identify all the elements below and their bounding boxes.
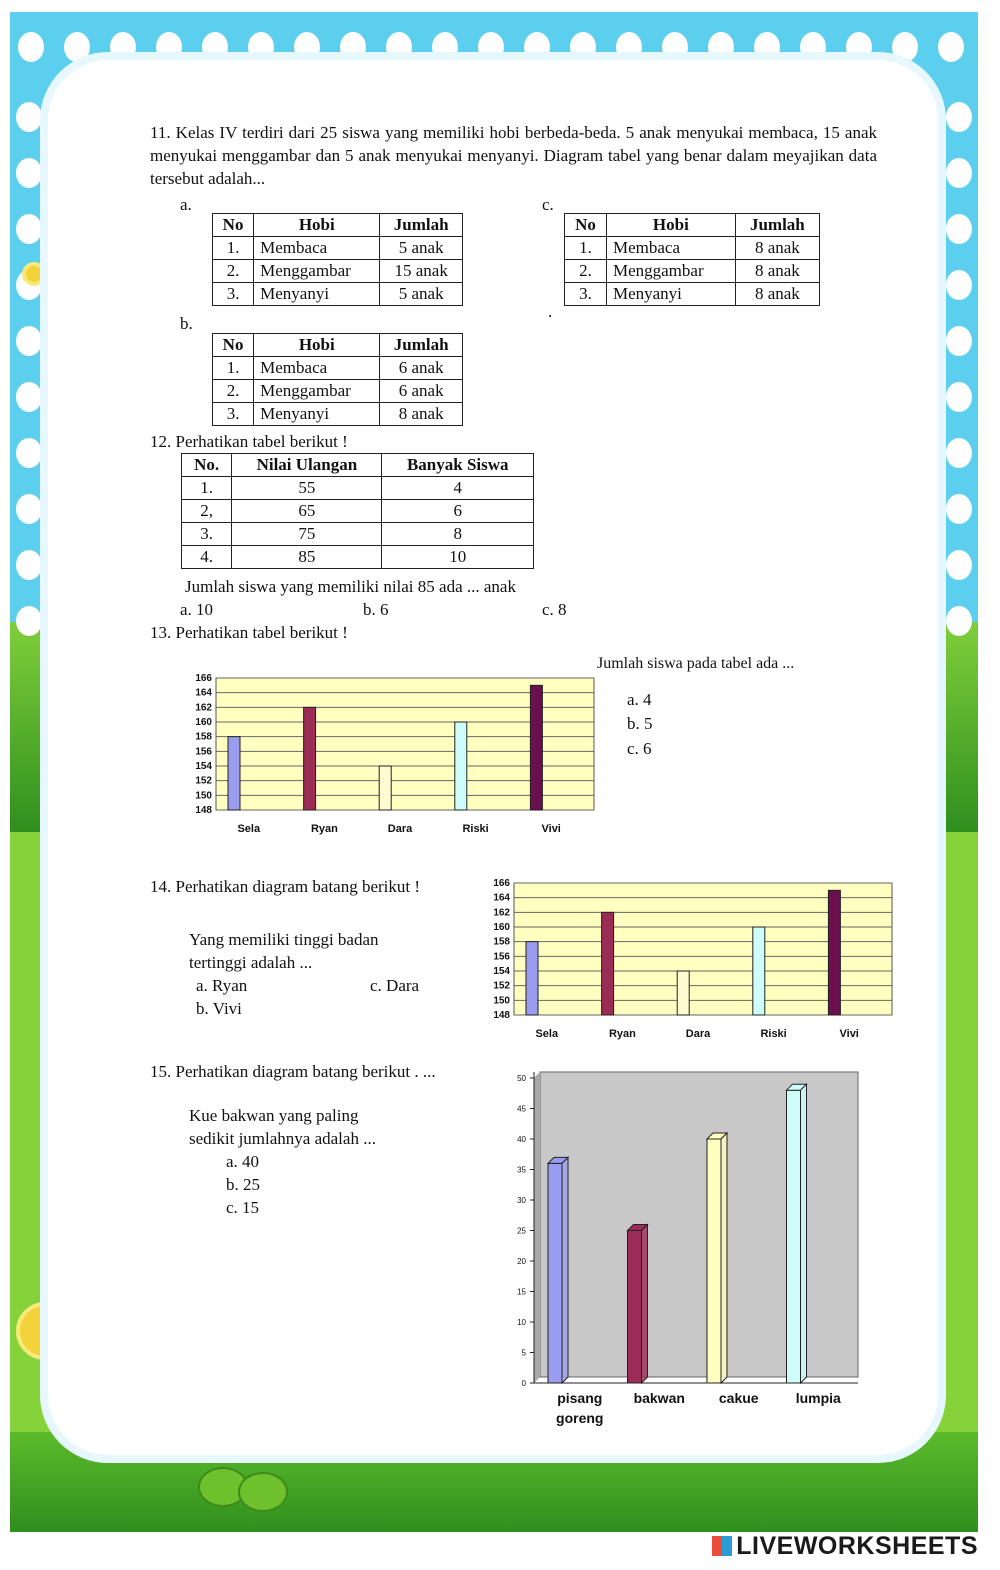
table-row — [182, 500, 534, 523]
height-bar-chart-13 — [180, 670, 600, 840]
y-tick-label: 166 — [195, 673, 212, 684]
bar-side-bakwan — [642, 1225, 648, 1384]
cell: 4. — [182, 546, 232, 569]
y-tick-label: 45 — [517, 1104, 526, 1114]
y-tick-label: 156 — [493, 951, 510, 963]
q14-option-b: b. Vivi — [196, 999, 242, 1018]
x-tick-label: Riski — [760, 1028, 787, 1040]
y-tick-label: 10 — [517, 1318, 526, 1327]
y-tick-label: 148 — [493, 1010, 510, 1021]
y-tick-label: 154 — [493, 966, 510, 977]
header-hobi: Hobi — [606, 214, 735, 237]
polka-dot — [946, 494, 972, 524]
cell: 1. — [213, 237, 254, 260]
bar-side-lumpia — [801, 1084, 807, 1383]
y-tick-label: 162 — [493, 907, 510, 919]
x-tick-label: Dara — [387, 823, 413, 835]
bar-sela — [526, 942, 538, 1015]
header-hobi: Hobi — [254, 334, 380, 357]
q11-option-b-label: b. — [180, 314, 193, 333]
header-no: No — [213, 214, 254, 237]
cell: 5 anak — [380, 237, 463, 260]
y-tick-label: 160 — [493, 922, 510, 933]
bar-side-pisang-goreng — [562, 1157, 568, 1383]
y-tick-label: 50 — [517, 1074, 526, 1083]
q15-title: 15. Perhatikan diagram batang berikut . ... — [150, 1062, 436, 1081]
x-tick-label: Riski — [462, 823, 489, 835]
bar-riski — [455, 722, 467, 810]
cell: 2. — [565, 260, 607, 283]
y-tick-label: 150 — [493, 995, 510, 1007]
q14-option-a: a. Ryan — [196, 976, 248, 995]
q15-option-a: a. 40 — [226, 1152, 260, 1171]
y-tick-label: 40 — [517, 1135, 526, 1144]
cell: 15 anak — [380, 260, 463, 283]
y-tick-label: 164 — [493, 892, 510, 904]
cell: 3. — [182, 523, 232, 546]
polka-dot — [248, 32, 274, 62]
cell: 8 — [382, 523, 534, 546]
q11-table-c — [564, 213, 820, 306]
polka-dot — [16, 606, 42, 636]
y-tick-label: 30 — [517, 1196, 526, 1205]
bar-cakue — [707, 1139, 721, 1383]
polka-dot — [616, 32, 642, 62]
polka-dot — [946, 606, 972, 636]
table-row — [213, 260, 463, 283]
polka-dot — [946, 438, 972, 468]
small-flower-decoration — [22, 262, 46, 286]
cell: Menggambar — [254, 260, 380, 283]
y-tick-label: 0 — [521, 1379, 526, 1388]
cell: 3. — [213, 403, 254, 426]
cell: Menyanyi — [254, 283, 380, 306]
header-no: No — [565, 214, 607, 237]
q15-option-c: c. 15 — [226, 1198, 260, 1217]
bar-sela — [228, 737, 240, 810]
polka-dot — [846, 32, 872, 62]
brand-name: LIVEWORKSHEETS — [736, 1532, 978, 1560]
q15-question-line2: sedikit jumlahnya adalah ... — [189, 1129, 376, 1148]
plot-area — [540, 1072, 858, 1377]
y-tick-label: 166 — [493, 878, 510, 889]
cell: Menyanyi — [254, 403, 380, 426]
cell: Membaca — [254, 237, 380, 260]
y-tick-label: 164 — [195, 687, 212, 699]
cell: 6 anak — [380, 380, 463, 403]
cell: Membaca — [254, 357, 380, 380]
polka-dot — [754, 32, 780, 62]
cell: 85 — [232, 546, 382, 569]
y-tick-label: 160 — [195, 717, 212, 728]
cell: 55 — [232, 477, 382, 500]
y-tick-label: 15 — [517, 1287, 526, 1297]
polka-dot — [478, 32, 504, 62]
polka-dot — [16, 550, 42, 580]
cell: 4 — [382, 477, 534, 500]
table-header-row — [213, 334, 463, 357]
polka-dot — [16, 438, 42, 468]
table-row — [565, 283, 820, 306]
polka-dot — [892, 32, 918, 62]
x-tick-label: Dara — [685, 1028, 711, 1040]
x-tick-label: goreng — [556, 1410, 604, 1426]
x-tick-label: Vivi — [541, 823, 561, 835]
brand-logo — [712, 1532, 978, 1561]
cell: 1. — [182, 477, 232, 500]
polka-dot — [16, 158, 42, 188]
table-row — [213, 403, 463, 426]
header-no: No. — [182, 454, 232, 477]
polka-dot — [64, 32, 90, 62]
cell: 8 anak — [380, 403, 463, 426]
bar-pisang-goreng — [548, 1163, 562, 1383]
q14-option-c: c. Dara — [370, 976, 420, 995]
polka-dot — [18, 32, 44, 62]
table-row — [182, 546, 534, 569]
q15-question-line1: Kue bakwan yang paling — [189, 1106, 359, 1125]
polka-dot — [16, 494, 42, 524]
bar-vivi — [828, 890, 840, 1015]
q11-option-c-label: c. — [542, 195, 554, 214]
bar-bakwan — [628, 1231, 642, 1384]
y-tick-label: 158 — [493, 936, 510, 948]
table-header-row — [182, 454, 534, 477]
q14-question-line2: tertinggi adalah ... — [189, 953, 313, 972]
q12-option-c: c. 8 — [542, 600, 567, 619]
y-tick-label: 152 — [493, 980, 510, 992]
q11-dot: . — [548, 302, 553, 321]
polka-dot — [708, 32, 734, 62]
table-header-row — [213, 214, 463, 237]
x-tick-label: Vivi — [839, 1028, 859, 1040]
polka-dot — [16, 214, 42, 244]
table-row — [213, 237, 463, 260]
polka-dot — [110, 32, 136, 62]
table-row — [213, 357, 463, 380]
table-row — [565, 260, 820, 283]
y-tick-label: 20 — [517, 1257, 526, 1266]
q13-question: Jumlah siswa pada tabel ada ... — [597, 655, 795, 672]
cell: 3. — [213, 283, 254, 306]
q13-option-a: a. 4 — [627, 690, 652, 709]
polka-dot — [16, 102, 42, 132]
cell: Menggambar — [254, 380, 380, 403]
q12-option-b: b. 6 — [363, 600, 389, 619]
y-tick-label: 150 — [195, 790, 212, 802]
cell: 6 anak — [380, 357, 463, 380]
header-jumlah: Jumlah — [380, 214, 463, 237]
q12-option-a: a. 10 — [180, 600, 214, 619]
bar-side-cakue — [721, 1133, 727, 1383]
y-tick-label: 154 — [195, 761, 212, 772]
header-jumlah: Jumlah — [735, 214, 819, 237]
q13-option-c: c. 6 — [627, 739, 652, 758]
y-tick-label: 152 — [195, 775, 212, 787]
brand-icon — [712, 1536, 732, 1556]
cell: 1. — [213, 357, 254, 380]
polka-dot — [946, 550, 972, 580]
q14-question-line1: Yang memiliki tinggi badan — [189, 930, 379, 949]
bar-dara — [677, 971, 689, 1015]
polka-dot — [946, 270, 972, 300]
cell: Menyanyi — [606, 283, 735, 306]
plot-side-wall — [534, 1072, 540, 1383]
y-tick-label: 158 — [195, 731, 212, 743]
cell: 2. — [213, 380, 254, 403]
bar-vivi — [530, 685, 542, 810]
polka-dot — [340, 32, 366, 62]
q11-table-a — [212, 213, 463, 306]
q13-option-b: b. 5 — [627, 714, 653, 733]
cell: 6 — [382, 500, 534, 523]
polka-dot — [946, 382, 972, 412]
polka-dot — [570, 32, 596, 62]
polka-dot — [938, 32, 964, 62]
polka-dot — [202, 32, 228, 62]
table-row — [213, 380, 463, 403]
cell: 5 anak — [380, 283, 463, 306]
polka-dot — [524, 32, 550, 62]
x-tick-label: Ryan — [608, 1028, 636, 1040]
cake-bar-chart-15 — [500, 1060, 875, 1440]
bar-ryan — [602, 912, 614, 1015]
table-row — [182, 477, 534, 500]
table-row — [565, 237, 820, 260]
q13-title: 13. Perhatikan tabel berikut ! — [150, 623, 348, 642]
polka-dot — [946, 214, 972, 244]
cell: 8 anak — [735, 237, 819, 260]
x-tick-label: pisang — [557, 1390, 603, 1406]
y-tick-label: 35 — [517, 1165, 526, 1175]
polka-dot — [432, 32, 458, 62]
cell: 8 anak — [735, 283, 819, 306]
table-row — [182, 523, 534, 546]
cell: 2. — [213, 260, 254, 283]
cell: 2, — [182, 500, 232, 523]
q12-title: 12. Perhatikan tabel berikut ! — [150, 432, 348, 451]
y-tick-label: 162 — [195, 702, 212, 714]
polka-dot — [946, 102, 972, 132]
polka-dot — [16, 382, 42, 412]
q14-title: 14. Perhatikan diagram batang berikut ! — [150, 877, 421, 896]
header-banyak: Banyak Siswa — [382, 454, 534, 477]
x-tick-label: lumpia — [795, 1390, 841, 1406]
x-tick-label: cakue — [718, 1390, 759, 1406]
height-bar-chart-14 — [478, 875, 898, 1045]
header-no: No — [213, 334, 254, 357]
polka-dot — [16, 326, 42, 356]
header-jumlah: Jumlah — [380, 334, 463, 357]
cell: 3. — [565, 283, 607, 306]
q15-option-b: b. 25 — [226, 1175, 260, 1194]
bar-riski — [753, 927, 765, 1015]
cell: 10 — [382, 546, 534, 569]
y-tick-label: 25 — [517, 1226, 526, 1236]
y-tick-label: 148 — [195, 805, 212, 816]
y-tick-label: 156 — [195, 746, 212, 758]
bar-lumpia — [787, 1090, 801, 1383]
bar-dara — [379, 766, 391, 810]
table-row — [213, 283, 463, 306]
cell: 8 anak — [735, 260, 819, 283]
bar-ryan — [304, 707, 316, 810]
polka-dot — [946, 158, 972, 188]
polka-dot — [946, 326, 972, 356]
polka-dot — [662, 32, 688, 62]
q12-question: Jumlah siswa yang memiliki nilai 85 ada ... anak — [185, 577, 516, 596]
polka-dot — [294, 32, 320, 62]
x-tick-label: bakwan — [633, 1390, 685, 1406]
polka-dot — [800, 32, 826, 62]
q11-table-b — [212, 333, 463, 426]
polka-dot — [156, 32, 182, 62]
y-tick-label: 5 — [521, 1348, 526, 1358]
leaf-decoration — [238, 1472, 288, 1512]
table-header-row — [565, 214, 820, 237]
x-tick-label: Sela — [237, 823, 261, 835]
cell: Membaca — [606, 237, 735, 260]
polka-dot — [386, 32, 412, 62]
cell: 65 — [232, 500, 382, 523]
cell: Menggambar — [606, 260, 735, 283]
q11-text: 11. Kelas IV terdiri dari 25 siswa yang memiliki hobi berbeda-beda. 5 anak menyukai membaca, 15 anak menyukai menggambar dan 5 anak menyukai menyanyi. Diagram tabel yang benar dalam meyajikan data tersebut adalah... — [150, 123, 877, 188]
x-tick-label: Sela — [535, 1028, 559, 1040]
q12-table — [181, 453, 534, 569]
header-nilai: Nilai Ulangan — [232, 454, 382, 477]
x-tick-label: Ryan — [310, 823, 338, 835]
q11-option-a-label: a. — [180, 195, 192, 214]
cell: 75 — [232, 523, 382, 546]
header-hobi: Hobi — [254, 214, 380, 237]
cell: 1. — [565, 237, 607, 260]
